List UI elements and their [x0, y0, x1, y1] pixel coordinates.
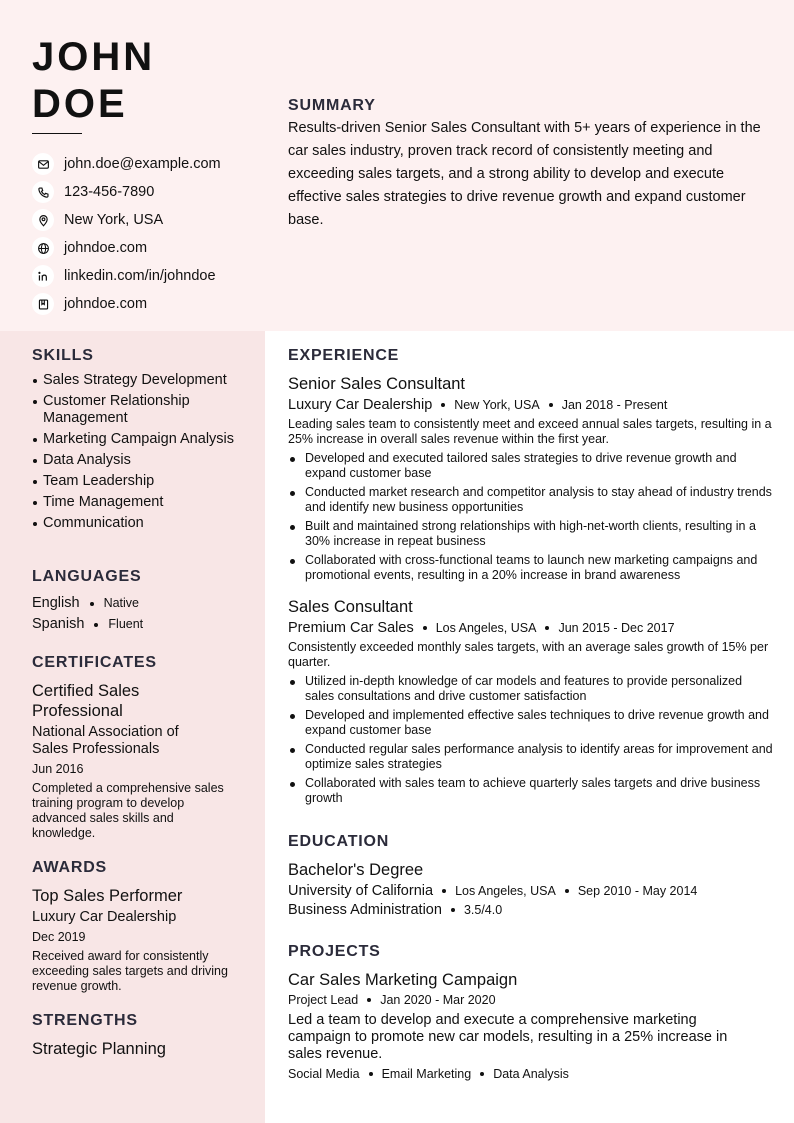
job-description: Consistently exceeded monthly sales targets, with an average sales growth of 15% per quarter. [288, 640, 769, 669]
skills-heading: SKILLS [32, 347, 94, 364]
job-title: Sales Consultant [288, 598, 413, 616]
job-bullet: Built and maintained strong relationships with high-net-worth clients, resulting in a 30% increase in repeat business [288, 519, 774, 549]
contact-linkedin[interactable] [32, 262, 262, 290]
project-description: Led a team to develop and execute a comprehensive marketing campaign to promote new car models, resulting in a 25% increase in sales revenue. [288, 1012, 728, 1062]
job-bullet: Collaborated with cross-functional teams to launch new marketing campaigns and promotional events, resulting in a 20% increase in brand awareness [288, 553, 774, 583]
separator-dot [442, 889, 446, 893]
education-meta [288, 883, 774, 899]
job-dates: Jan 2018 - Present [561, 398, 668, 412]
languages-heading: LANGUAGES [32, 568, 142, 585]
job-bullet: Conducted market research and competitor analysis to stay ahead of industry trends and identify new business opportunities [288, 485, 774, 515]
projects-section [288, 943, 758, 1081]
mail-icon [32, 153, 54, 175]
first-name: JOHN [32, 35, 156, 79]
globe-icon [32, 237, 54, 259]
language-name: English [32, 595, 80, 611]
experience-heading: EXPERIENCE [288, 347, 400, 364]
project-meta [288, 993, 758, 1007]
job-bullets [288, 451, 774, 583]
contact-list [32, 150, 262, 318]
job-bullet: Conducted regular sales performance analysis to identify areas for improvement and optimize sales strategies [288, 742, 774, 772]
certificates-section [32, 654, 237, 841]
job-title: Senior Sales Consultant [288, 375, 466, 393]
skill-item: Communication [32, 515, 242, 532]
separator-dot [367, 998, 371, 1002]
separator-dot [369, 1072, 373, 1076]
linkedin-icon [32, 265, 54, 287]
job-meta [288, 620, 774, 636]
project-tags [288, 1067, 758, 1081]
skill-item: Customer Relationship Management [32, 393, 242, 427]
separator-dot [441, 403, 445, 407]
education-field-row [288, 902, 774, 918]
contact-portfolio-text: johndoe.com [64, 296, 148, 312]
skill-item: Sales Strategy Development [32, 372, 242, 389]
separator-dot [545, 626, 549, 630]
certificate-desc: Completed a comprehensive sales training program to develop advanced sales skills and knowledge. [32, 781, 224, 840]
job-bullet: Developed and implemented effective sales techniques to drive revenue growth and expand customer base [288, 708, 774, 738]
contact-phone-text: 123-456-7890 [64, 184, 155, 200]
language-row [32, 593, 242, 614]
skills-list [32, 372, 242, 532]
summary-text: Results-driven Senior Sales Consultant with 5+ years of experience in the car sales industry, proven track record of consistently meeting and exceeding sales targets, and a strong ability to develop and execute effective sales strategies to drive revenue growth and expand customer base. [288, 120, 761, 228]
skill-item: Team Leadership [32, 473, 242, 490]
certificate-title: Certified Sales Professional [32, 682, 140, 720]
certificates-heading: CERTIFICATES [32, 654, 157, 671]
strengths-section [32, 1012, 242, 1059]
contact-location [32, 206, 262, 234]
award-desc: Received award for consistently exceeding sales targets and driving revenue growth. [32, 949, 228, 993]
job-location: New York, USA [454, 398, 540, 412]
award-date: Dec 2019 [32, 930, 86, 944]
contact-portfolio[interactable] [32, 290, 262, 318]
separator-dot [480, 1072, 484, 1076]
language-row [32, 614, 242, 635]
contact-email-text: john.doe@example.com [64, 156, 221, 172]
education-dates: Sep 2010 - May 2014 [577, 884, 698, 898]
award-title: Top Sales Performer [32, 887, 183, 905]
candidate-name [32, 34, 155, 128]
gpa: 3.5/4.0 [463, 903, 503, 917]
education-section [288, 833, 774, 918]
separator-dot [549, 403, 553, 407]
location-pin-icon [32, 209, 54, 231]
job-company: Premium Car Sales [288, 620, 414, 636]
job-bullet: Utilized in-depth knowledge of car models and features to provide personalized sales consultations and drive customer satisfaction [288, 674, 774, 704]
strengths-heading: STRENGTHS [32, 1012, 138, 1029]
strength-item: Strategic Planning [32, 1040, 166, 1058]
certificate-org: National Association of Sales Professionals [32, 724, 179, 757]
field-of-study: Business Administration [288, 902, 442, 918]
summary-section [288, 97, 774, 232]
separator-dot [565, 889, 569, 893]
languages-section [32, 568, 242, 635]
job-bullet: Developed and executed tailored sales strategies to drive revenue growth and expand customer base [288, 451, 774, 481]
job-entry [288, 597, 774, 806]
name-divider [32, 133, 82, 134]
phone-icon [32, 181, 54, 203]
skill-item: Marketing Campaign Analysis [32, 431, 242, 448]
job-meta [288, 397, 774, 413]
contact-website[interactable] [32, 234, 262, 262]
contact-linkedin-text: linkedin.com/in/johndoe [64, 268, 216, 284]
job-company: Luxury Car Dealership [288, 397, 433, 413]
separator-dot [90, 602, 94, 606]
language-level: Fluent [108, 617, 144, 631]
language-name: Spanish [32, 616, 85, 632]
school-location: Los Angeles, USA [455, 884, 556, 898]
projects-heading: PROJECTS [288, 943, 381, 960]
last-name: DOE [32, 82, 128, 126]
separator-dot [451, 908, 455, 912]
job-dates: Jun 2015 - Dec 2017 [558, 621, 675, 635]
award-org: Luxury Car Dealership [32, 909, 177, 925]
awards-heading: AWARDS [32, 859, 108, 876]
skill-item: Time Management [32, 494, 242, 511]
education-heading: EDUCATION [288, 833, 390, 850]
contact-phone[interactable] [32, 178, 262, 206]
project-tag: Email Marketing [381, 1067, 472, 1081]
experience-section [288, 347, 774, 810]
contact-location-text: New York, USA [64, 212, 164, 228]
degree: Bachelor's Degree [288, 861, 424, 879]
language-level: Native [103, 596, 139, 610]
contact-email[interactable] [32, 150, 262, 178]
project-role: Project Lead [288, 993, 359, 1007]
separator-dot [423, 626, 427, 630]
separator-dot [94, 623, 98, 627]
certificate-date: Jun 2016 [32, 762, 84, 776]
project-tag: Social Media [288, 1067, 360, 1081]
contact-website-text: johndoe.com [64, 240, 148, 256]
project-tag: Data Analysis [493, 1067, 569, 1081]
skill-item: Data Analysis [32, 452, 242, 469]
job-location: Los Angeles, USA [435, 621, 537, 635]
project-title: Car Sales Marketing Campaign [288, 971, 518, 989]
summary-heading: SUMMARY [288, 97, 376, 114]
awards-section [32, 859, 237, 994]
job-description: Leading sales team to consistently meet and exceed annual sales targets, resulting in a 25% increase in overall sales revenue within the first year. [288, 417, 772, 446]
skills-section [32, 347, 242, 536]
bookmark-icon [32, 293, 54, 315]
job-bullets [288, 674, 774, 806]
school-name: University of California [288, 883, 434, 899]
project-dates: Jan 2020 - Mar 2020 [380, 993, 496, 1007]
job-bullet: Collaborated with sales team to achieve quarterly sales targets and drive business growth [288, 776, 774, 806]
job-entry [288, 374, 774, 583]
